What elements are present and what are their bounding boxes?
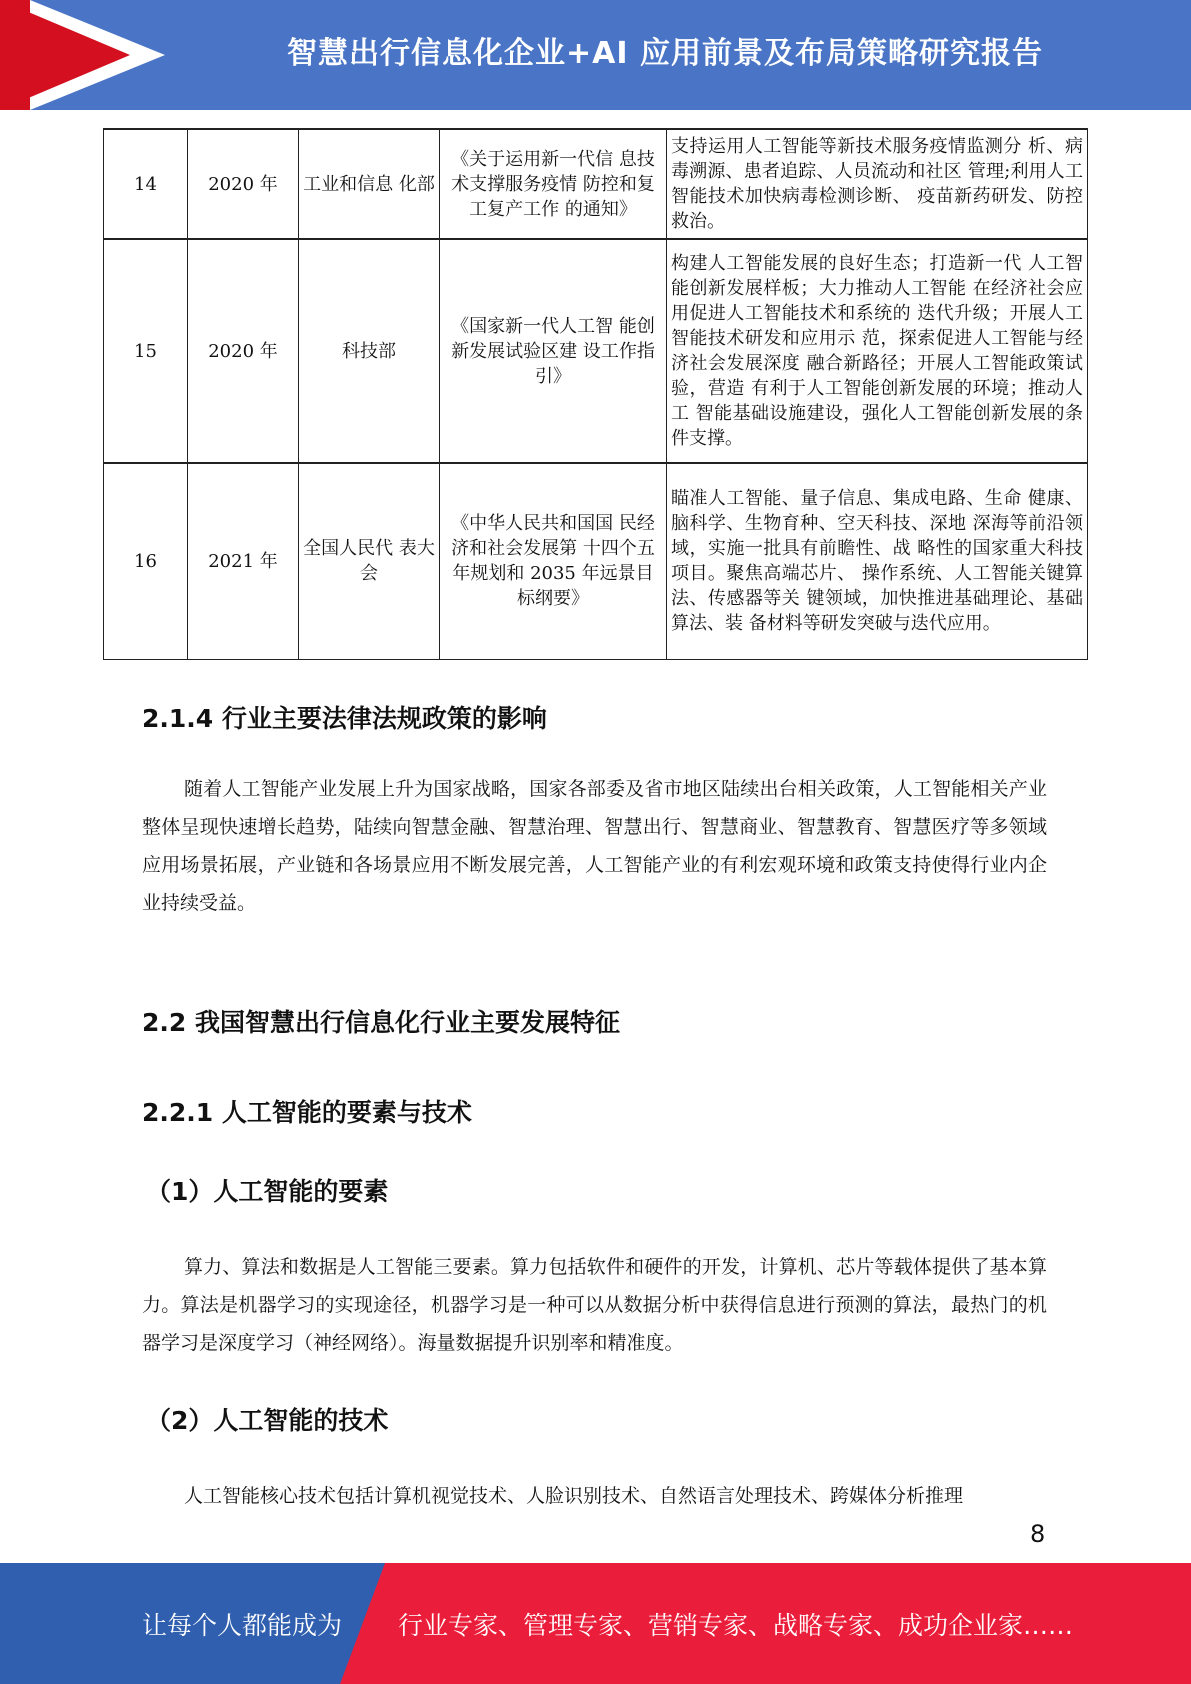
cell-dept: 科技部 <box>299 239 440 463</box>
table-row <box>104 239 1088 463</box>
section-2-1-4-title: 2.1.4 行业主要法律法规政策的影响 <box>142 704 547 733</box>
cell-year: 2020 年 <box>188 129 299 239</box>
cell-policy-name: 《关于运用新一代信 息技术支撑服务疫情 防控和复工复产工作 的通知》 <box>440 129 667 239</box>
footer-slogan-right: 行业专家、管理专家、营销专家、战略专家、成功企业家…… <box>398 1611 1074 1640</box>
cell-no: 14 <box>104 129 188 239</box>
page-header <box>0 0 1191 110</box>
page-footer <box>0 1563 1191 1684</box>
policy-table <box>103 128 1088 660</box>
cell-dept: 工业和信息 化部 <box>299 129 440 239</box>
cell-content: 构建人工智能发展的良好生态；打造新一代 人工智能创新发展样板；大力推动人工智能 在经济社会应用促进人工智能技术和系统的 迭代升级；开展人工智能技术研发和应用示 范，探索促进人工智能与经济社会发展深度 融合新路径；开展人工智能政策试验，营造 有利于人工智能创新发展的环境；推动人工 智能基础设施建设，强化人工智能创新发展的条件支撑。 <box>667 239 1088 463</box>
header-title: 智慧出行信息化企业+AI 应用前景及布局策略研究报告 <box>287 36 1043 71</box>
cell-no: 15 <box>104 239 188 463</box>
cell-content: 瞄准人工智能、量子信息、集成电路、生命 健康、脑科学、生物育种、空天科技、深地 深海等前沿领域，实施一批具有前瞻性、战 略性的国家重大科技项目。聚焦高端芯片、 操作系统、人工智能关键算法、传感器等关 键领域，加快推进基础理论、基础算法、装 备材料等研发突破与迭代应用。 <box>667 463 1088 659</box>
page-number: 8 <box>1030 1520 1046 1548</box>
subsection-2-body: 人工智能核心技术包括计算机视觉技术、人脸识别技术、自然语言处理技术、跨媒体分析推理 <box>184 1485 964 1507</box>
cell-no: 16 <box>104 463 188 659</box>
cell-content: 支持运用人工智能等新技术服务疫情监测分 析、病毒溯源、患者追踪、人员流动和社区 管理;利用人工智能技术加快病毒检测诊断、 疫苗新药研发、防控救治。 <box>667 129 1088 239</box>
cell-year: 2021 年 <box>188 463 299 659</box>
footer-blue-slant <box>340 1563 385 1684</box>
subsection-1-title: （1）人工智能的要素 <box>146 1177 389 1206</box>
cell-dept: 全国人民代 表大会 <box>299 463 440 659</box>
table-row <box>104 463 1088 659</box>
footer-slogan-left: 让每个人都能成为 <box>142 1611 343 1640</box>
cell-policy-name: 《中华人民共和国国 民经济和社会发展第 十四个五年规划和 2035 年远景目标纲要》 <box>440 463 667 659</box>
subsection-2-title: （2）人工智能的技术 <box>146 1406 389 1435</box>
cell-policy-name: 《国家新一代人工智 能创新发展试验区建 设工作指引》 <box>440 239 667 463</box>
header-red-chevron <box>0 0 130 110</box>
table-row <box>104 129 1088 239</box>
subsection-1-body: 算力、算法和数据是人工智能三要素。算力包括软件和硬件的开发，计算机、芯片等载体提供了基本算力。算法是机器学习的实现途径，机器学习是一种可以从数据分析中获得信息进行预测的算法，最热门的机器学习是深度学习（神经网络）。海量数据提升识别率和精准度。 <box>142 1256 1047 1354</box>
section-2-2-title: 2.2 我国智慧出行信息化行业主要发展特征 <box>142 1008 620 1037</box>
cell-year: 2020 年 <box>188 239 299 463</box>
section-2-2-1-title: 2.2.1 人工智能的要素与技术 <box>142 1098 472 1127</box>
section-2-1-4-body: 随着人工智能产业发展上升为国家战略，国家各部委及省市地区陆续出台相关政策，人工智能相关产业整体呈现快速增长趋势，陆续向智慧金融、智慧治理、智慧出行、智慧商业、智慧教育、智慧医疗等多领域应用场景拓展，产业链和各场景应用不断发展完善，人工智能产业的有利宏观环境和政策支持使得行业内企业持续受益。 <box>142 778 1047 914</box>
